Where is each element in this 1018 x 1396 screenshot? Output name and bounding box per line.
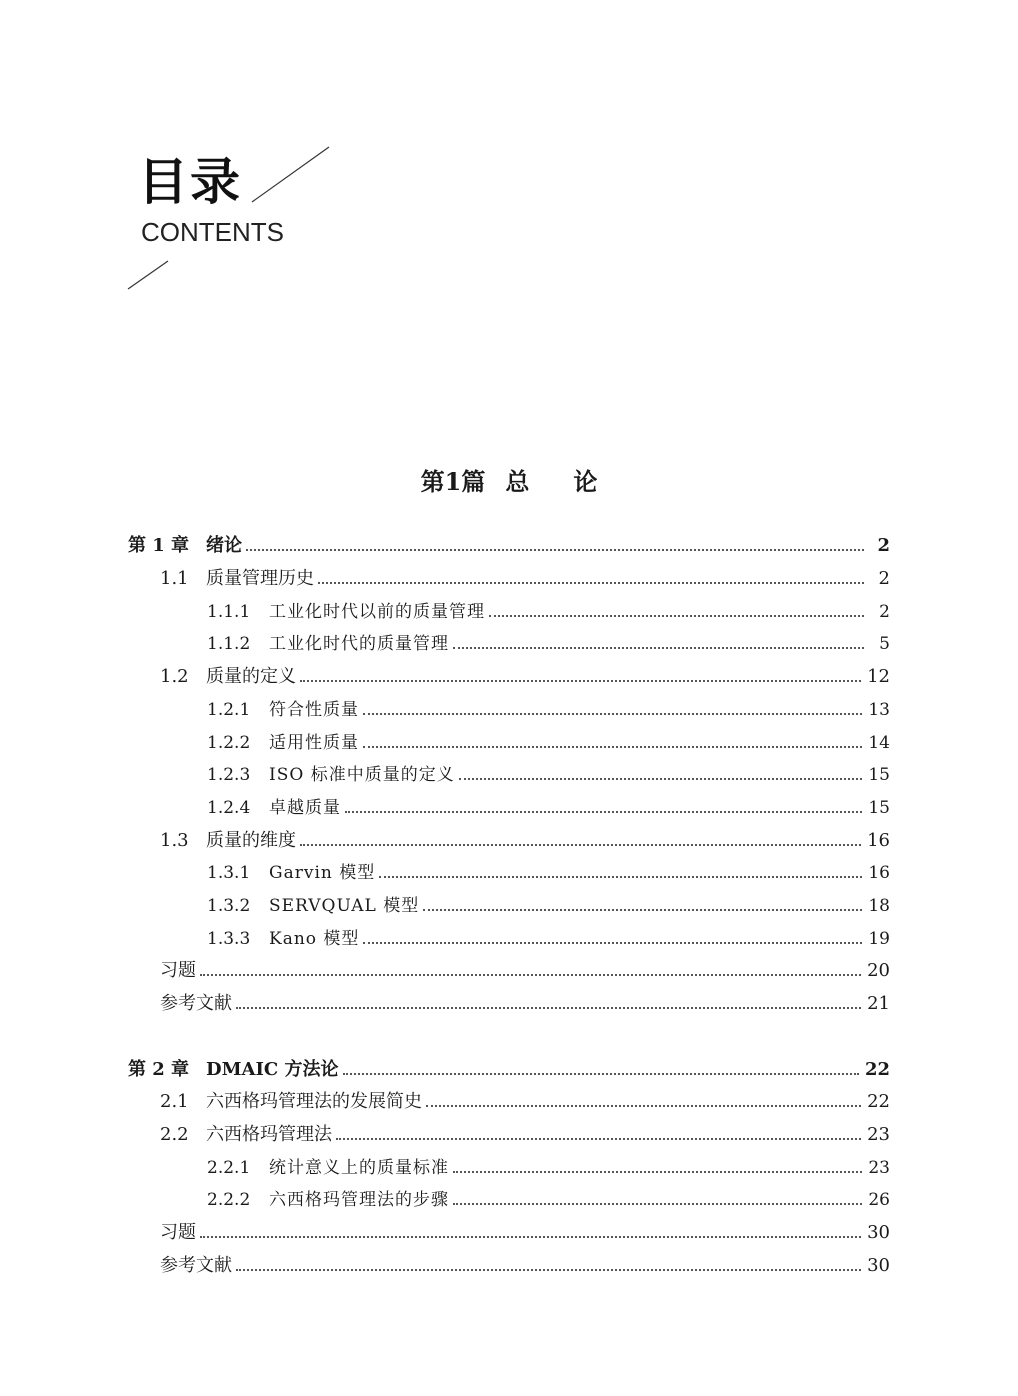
toc-label: SERVQUAL 模型 <box>269 896 420 916</box>
toc-entry[interactable] <box>207 596 890 628</box>
toc-entry[interactable] <box>160 1217 890 1249</box>
toc-entry[interactable] <box>160 825 890 857</box>
toc-label: Kano 模型 <box>269 929 360 949</box>
part-word-2: 论 <box>573 467 598 496</box>
toc-leader-dots <box>343 1073 859 1075</box>
toc-entry[interactable] <box>160 1086 890 1118</box>
toc-page-number: 19 <box>868 929 890 949</box>
toc-label: 参考文献 <box>160 1255 232 1276</box>
toc-page-number: 22 <box>864 1059 890 1080</box>
toc-label: 适用性质量 <box>269 733 359 753</box>
toc-number: 2.2 <box>160 1124 189 1145</box>
toc-leader-dots <box>423 909 862 911</box>
toc-page-number: 22 <box>867 1091 890 1112</box>
toc-leader-dots <box>200 974 861 976</box>
toc-leader-dots <box>453 1171 862 1173</box>
toc-page-number: 16 <box>868 863 890 883</box>
toc-entry[interactable] <box>160 563 890 595</box>
toc-page-number: 30 <box>867 1255 890 1276</box>
toc-entry[interactable] <box>207 857 890 889</box>
toc-leader-dots <box>363 942 862 944</box>
toc-number: 2.2.1 <box>207 1158 251 1178</box>
toc-label: 工业化时代以前的质量管理 <box>269 602 485 622</box>
toc-page-number: 12 <box>867 666 890 687</box>
toc-page-number: 23 <box>868 1158 890 1178</box>
toc-label: 参考文献 <box>160 993 232 1014</box>
toc-label: 工业化时代的质量管理 <box>269 634 449 654</box>
toc-entry[interactable] <box>160 1119 890 1151</box>
toc-entry[interactable] <box>207 1152 890 1184</box>
toc-leader-dots <box>379 876 862 878</box>
toc-number: 2.2.2 <box>207 1190 251 1210</box>
part-label: 第1篇 <box>420 467 486 496</box>
toc-entry[interactable] <box>207 628 890 660</box>
page-subtitle: CONTENTS <box>141 217 284 247</box>
toc-entry[interactable] <box>128 1054 890 1086</box>
toc-leader-dots <box>459 778 863 780</box>
toc-number: 1.1.1 <box>207 602 251 622</box>
toc-number: 1.2.4 <box>207 798 251 818</box>
toc-number: 1.3 <box>160 830 189 851</box>
toc-page-number: 5 <box>879 634 890 654</box>
toc-label: 六西格玛管理法的发展简史 <box>206 1091 422 1112</box>
toc-label: 符合性质量 <box>269 700 359 720</box>
toc-leader-dots <box>200 1236 861 1238</box>
toc-number: 1.2.3 <box>207 765 251 785</box>
toc-entry[interactable] <box>207 759 890 791</box>
toc-page-number: 23 <box>867 1124 890 1145</box>
toc-page-number: 15 <box>868 798 890 818</box>
toc-page-number: 30 <box>867 1222 890 1243</box>
toc-number: 1.2 <box>160 666 189 687</box>
toc-page-number: 2 <box>879 602 890 622</box>
toc-number: 第 2 章 <box>128 1059 190 1080</box>
toc-label: ISO 标准中质量的定义 <box>269 765 455 785</box>
toc-number: 1.2.1 <box>207 700 251 720</box>
toc-leader-dots <box>363 746 862 748</box>
toc-leader-dots <box>336 1138 861 1140</box>
toc-label: DMAIC 方法论 <box>206 1059 339 1080</box>
toc-number: 2.1 <box>160 1091 189 1112</box>
toc-label: 六西格玛管理法 <box>206 1124 332 1145</box>
toc-leader-dots <box>453 647 864 649</box>
toc-number: 1.1.2 <box>207 634 251 654</box>
part-word-1: 总 <box>505 467 530 496</box>
toc-page-number: 20 <box>867 960 890 981</box>
toc-leader-dots <box>453 1203 862 1205</box>
toc-entry[interactable] <box>160 661 890 693</box>
toc-entry[interactable] <box>207 923 890 955</box>
toc-page-number: 16 <box>867 830 890 851</box>
toc-page-number: 2 <box>877 535 890 556</box>
toc-number: 第 1 章 <box>128 535 190 556</box>
toc-page-number: 26 <box>868 1190 890 1210</box>
toc-leader-dots <box>318 582 864 584</box>
toc-page-number: 21 <box>867 993 890 1014</box>
toc-entry[interactable] <box>207 1184 890 1216</box>
toc-label: 质量管理历史 <box>206 568 314 589</box>
toc-entry[interactable] <box>207 890 890 922</box>
toc-leader-dots <box>363 713 862 715</box>
toc-leader-dots <box>236 1269 861 1271</box>
toc-leader-dots <box>236 1007 861 1009</box>
toc-label: Garvin 模型 <box>269 863 376 883</box>
part-heading <box>0 462 1018 502</box>
toc-label: 质量的维度 <box>206 830 296 851</box>
toc-number: 1.2.2 <box>207 733 251 753</box>
toc-label: 习题 <box>160 1222 196 1243</box>
toc-leader-dots <box>300 844 861 846</box>
toc-entry[interactable] <box>160 988 890 1020</box>
toc-page-number: 15 <box>868 765 890 785</box>
page-title: 目录 <box>138 153 242 211</box>
toc-label: 六西格玛管理法的步骤 <box>269 1190 449 1210</box>
toc-leader-dots <box>345 811 862 813</box>
toc-leader-dots <box>246 549 864 551</box>
toc-leader-dots <box>300 680 861 682</box>
toc-entry[interactable] <box>207 727 890 759</box>
toc-page-number: 18 <box>868 896 890 916</box>
toc-number: 1.1 <box>160 568 189 589</box>
toc-entry[interactable] <box>207 792 890 824</box>
toc-label: 卓越质量 <box>269 798 341 818</box>
toc-label: 习题 <box>160 960 196 981</box>
toc-leader-dots <box>489 615 864 617</box>
toc-page-number: 2 <box>878 568 890 589</box>
toc-entry[interactable] <box>207 694 890 726</box>
toc-label: 绪论 <box>206 535 242 556</box>
toc-number: 1.3.3 <box>207 929 251 949</box>
toc-entry[interactable] <box>160 955 890 987</box>
toc-label: 质量的定义 <box>206 666 296 687</box>
toc-label: 统计意义上的质量标准 <box>269 1158 449 1178</box>
toc-page-number: 13 <box>868 700 890 720</box>
toc-leader-dots <box>426 1105 861 1107</box>
toc-entry[interactable] <box>128 530 890 562</box>
toc-page-number: 14 <box>868 733 890 753</box>
toc-entry[interactable] <box>160 1250 890 1282</box>
toc-number: 1.3.2 <box>207 896 251 916</box>
toc-number: 1.3.1 <box>207 863 251 883</box>
